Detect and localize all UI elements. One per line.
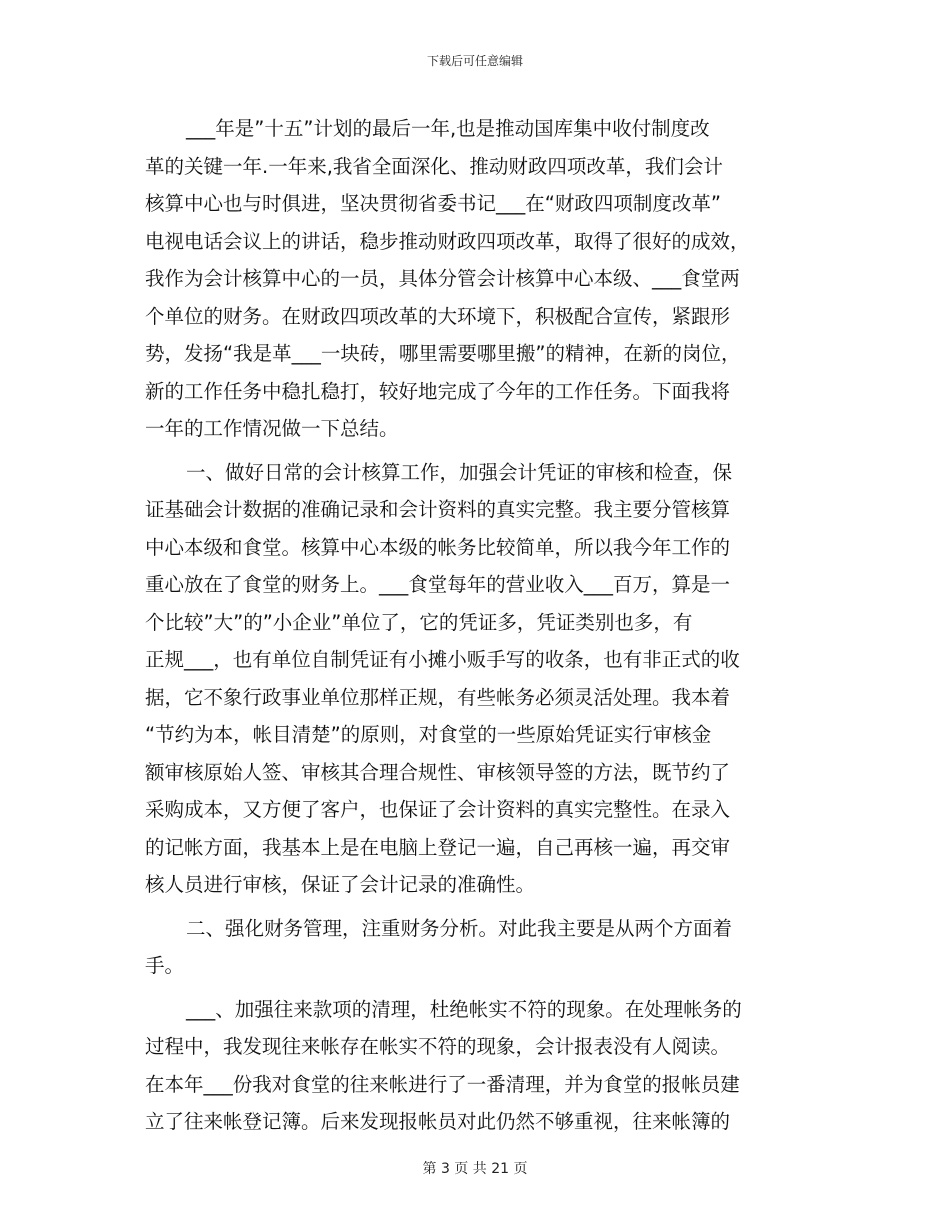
text-line: 在本年___份我对食堂的往来帐进行了一番清理，并为食堂的报帐员建 — [145, 1072, 740, 1096]
text-line: 核人员进行审核，保证了会计记录的准确性。 — [145, 873, 536, 896]
text-line: 手。 — [145, 954, 185, 977]
text-line: 据，它不象行政事业单位那样正规，有些帐务必须灵活处理。我本着 — [145, 685, 731, 709]
paragraph-1 — [145, 110, 805, 448]
text-line: 核算中心也与时俱进，坚决贯彻省委书记___在“财政四项制度改革” — [145, 192, 721, 215]
paragraph-3 — [145, 910, 805, 985]
text-line: 额审核原始人签、审核其合理合规性、审核领导签的方法，既节约了 — [145, 760, 731, 784]
text-line: 正规___，也有单位自制凭证有小摊小贩手写的收条，也有非正式的收 — [145, 648, 740, 671]
text-line: 的记帐方面，我基本上是在电脑上登记一遍，自己再核一遍，再交审 — [145, 835, 731, 859]
page-header: 下载后可任意编辑 — [426, 54, 523, 68]
text-line: 新的工作任务中稳扎稳打，较好地完成了今年的工作任务。下面我将 — [145, 379, 731, 403]
text-line: “节约为本，帐目清楚”的原则，对食堂的一些原始凭证实行审核金 — [145, 723, 712, 746]
text-line: 证基础会计数据的准确记录和会计资料的真实完整。我主要分管核算 — [145, 498, 731, 521]
document-body — [145, 110, 805, 1141]
text-line: 重心放在了食堂的财务上。___食堂每年的营业收入___百万，算是一 — [145, 573, 731, 596]
text-line: 个单位的财务。在财政四项改革的大环境下，积极配合宣传，紧跟形 — [145, 304, 731, 328]
text-line: 势，发扬“我是革___一块砖，哪里需要哪里搬”的精神，在新的岗位， — [145, 342, 741, 365]
paragraph-2 — [145, 454, 805, 904]
text-line: 一年的工作情况做一下总结。 — [145, 417, 399, 440]
text-line: 一、做好日常的会计核算工作，加强会计凭证的审核和检查，保 — [186, 460, 733, 484]
text-line: 立了往来帐登记簿。后来发现报帐员对此仍然不够重视，往来帐簿的 — [145, 1110, 731, 1133]
text-line: 个比较”大”的”小企业”单位了，它的凭证多，凭证类别也多，有 — [145, 610, 693, 634]
text-line: 二、强化财务管理，注重财务分析。对此我主要是从两个方面着 — [186, 916, 733, 940]
text-line: 采购成本，又方便了客户，也保证了会计资料的真实完整性。在录入 — [145, 798, 731, 821]
text-line: 革的关键一年.一年来,我省全面深化、推动财政四项改革，我们会计 — [145, 154, 723, 178]
text-line: ___、加强往来款项的清理，杜绝帐实不符的现象。在处理帐务的 — [186, 997, 742, 1021]
text-line: ___年是”十五”计划的最后一年,也是推动国库集中收付制度改 — [186, 117, 710, 140]
text-line: 我作为会计核算中心的一员，具体分管会计核算中心本级、___食堂两 — [145, 267, 740, 290]
text-line: 过程中，我发现往来帐存在帐实不符的现象，会计报表没有人阅读。 — [145, 1035, 731, 1058]
page-number: 第 3 页 共 21 页 — [422, 1161, 528, 1177]
text-line: 电视电话会议上的讲话，稳步推动财政四项改革，取得了很好的成效， — [145, 229, 750, 253]
text-line: 中心本级和食堂。核算中心本级的帐务比较简单，所以我今年工作的 — [145, 535, 731, 559]
paragraph-4 — [145, 991, 805, 1141]
